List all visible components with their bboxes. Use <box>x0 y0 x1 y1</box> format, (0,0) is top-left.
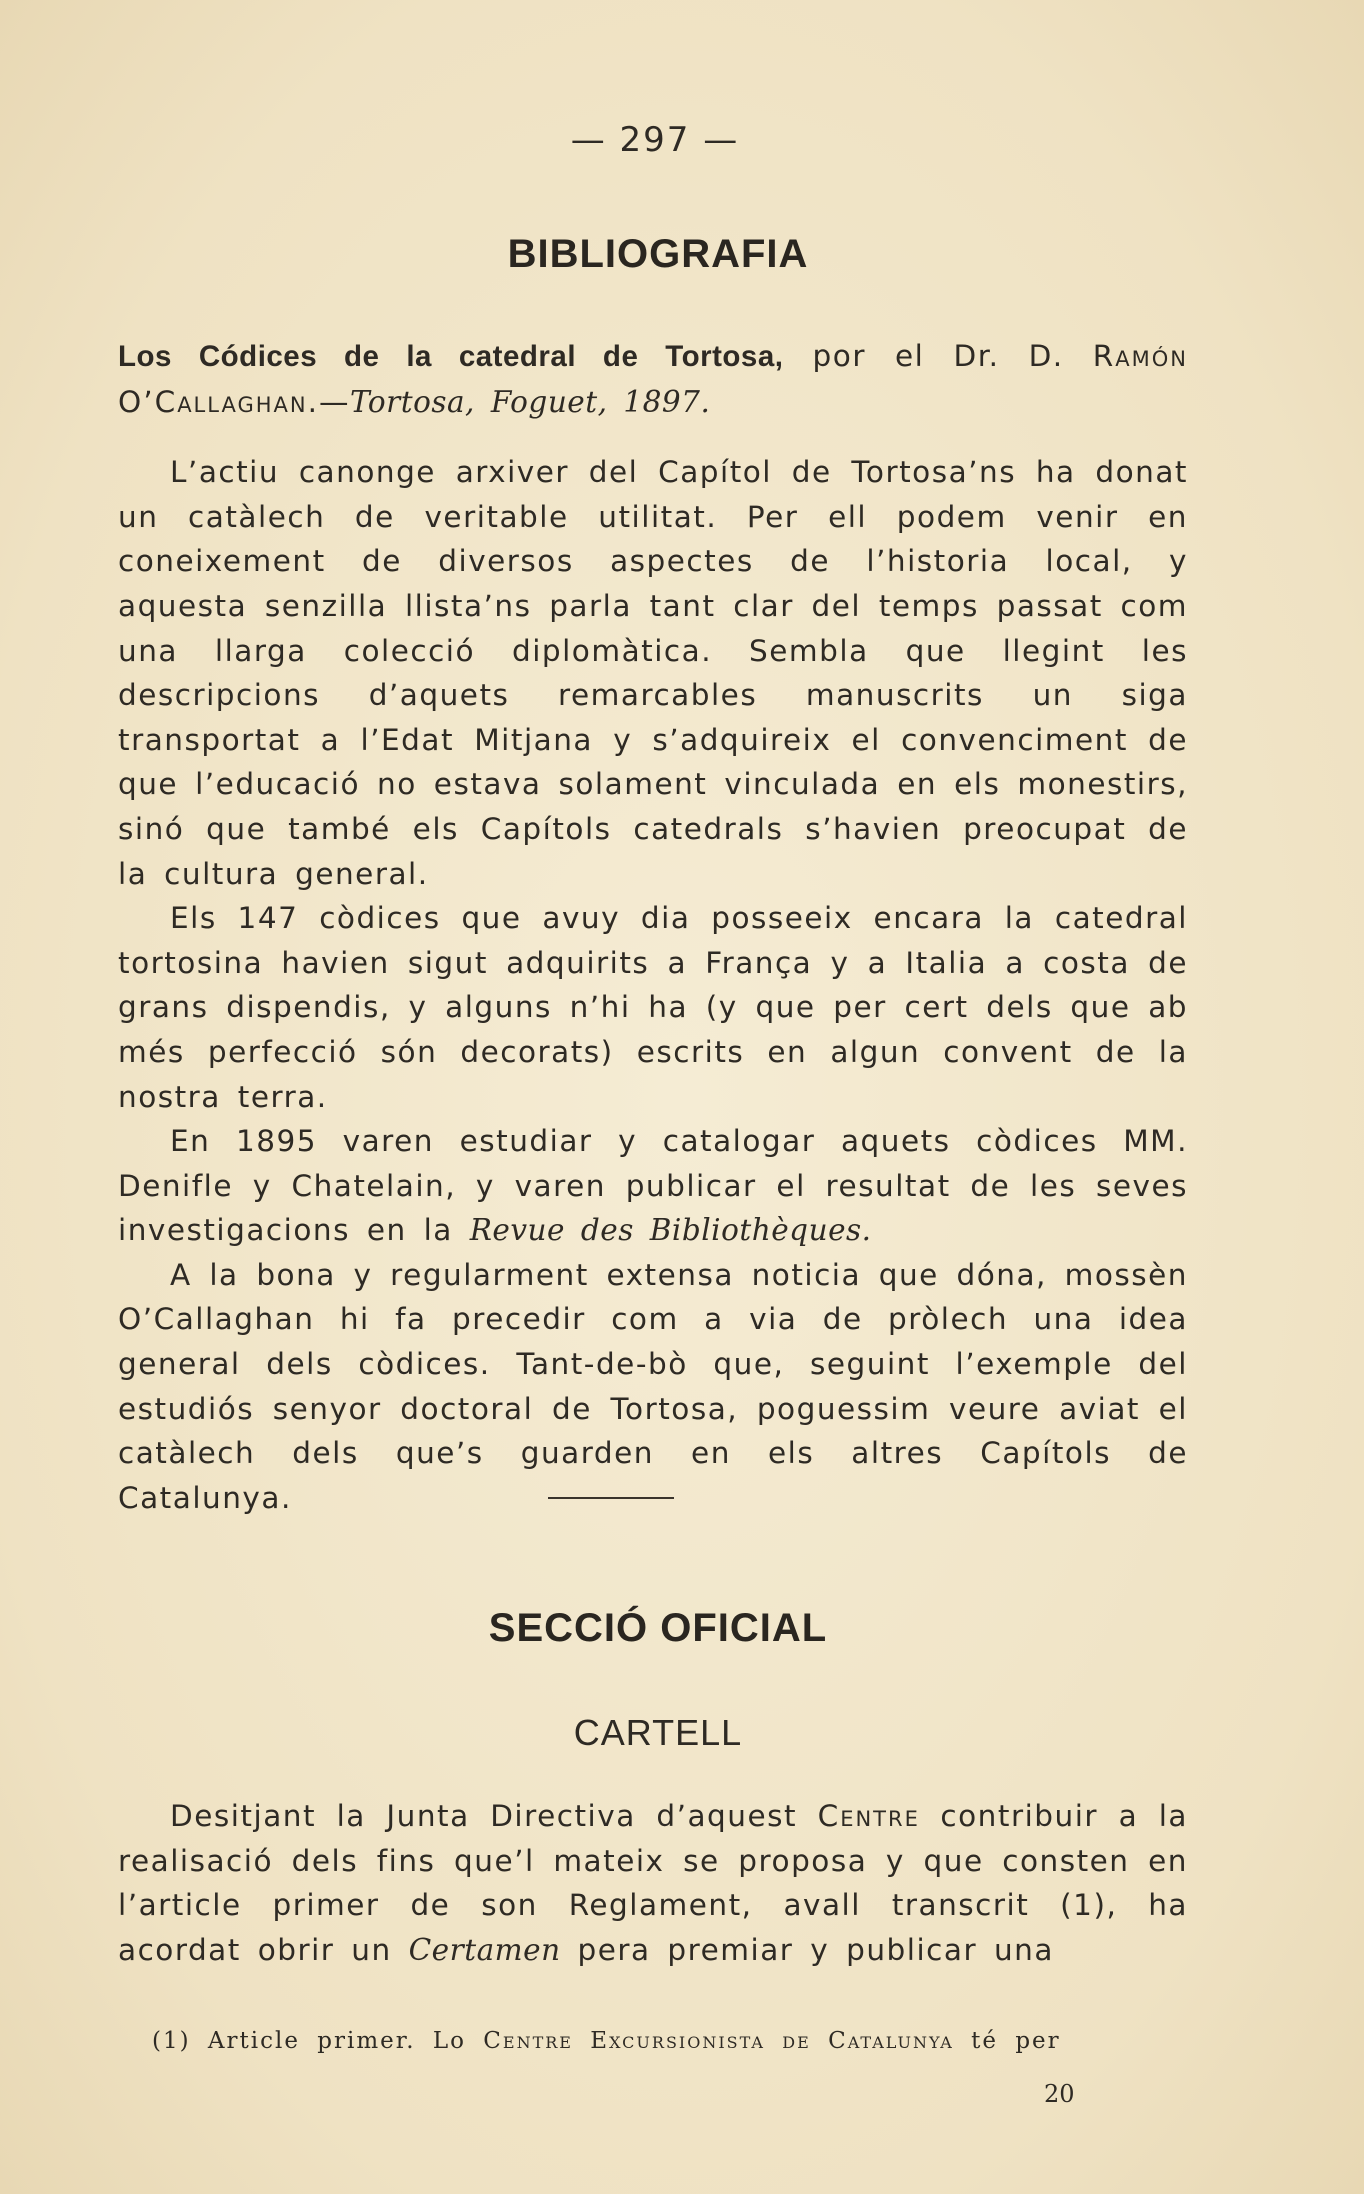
citation-publisher: Tortosa, Foguet, 1897. <box>349 384 711 419</box>
paragraph-3-text: En 1895 varen estudiar y catalogar aquets còdices MM. Denifle y Chatelain, y varen publicar el resultat de les seves investigacions en la <box>118 1124 1188 1248</box>
cartell-paragraph <box>118 1794 1188 1972</box>
citation <box>118 334 1188 424</box>
cartell-section <box>118 1794 1188 1972</box>
footnote-centre-name: Centre Excursionista de Catalunya <box>483 2028 954 2054</box>
paragraph-4: A la bona y regularment extensa noticia que dóna, mossèn O’Callaghan hi fa precedir com a via de pròlech una idea general dels còdices. Tant-de-bò que, seguint l’exemple del estudiós senyor doctoral de Tortosa, poguessim veure aviat el catàlech dels que’s guarden en els altres Capítols de Catalunya. <box>118 1257 1188 1515</box>
cartell-text-a: Desitjant la Junta Directiva d’aquest <box>170 1799 818 1833</box>
paragraph-1: L’actiu canonge arxiver del Capítol de Tortosa’ns ha donat un catàlech de veritable utilitat. Per ell podem venir en coneixement de diversos aspectes de l’historia local, y aquesta senzilla llista’ns parla tant clar del temps passat com una llarga colecció diplomàtica. Sembla que llegint les descripcions d’aquets remarcables manuscrits un siga transportat a l’Edat Mitjana y s’adquireix el convenciment de que l’educació no estava solament vinculada en els monestirs, sinó que també els Capítols catedrals s’havien preocupat de la cultura general. <box>118 455 1188 891</box>
footnote <box>152 2028 1061 2054</box>
citation-title: Los Códices de la catedral de Tortosa, <box>118 340 784 373</box>
signature-mark: 20 <box>1044 2080 1075 2108</box>
citation-author-first: Ramón <box>1092 339 1188 373</box>
certamen-word: Certamen <box>408 1932 561 1967</box>
citation-by: por el Dr. D. <box>783 339 1093 373</box>
journal-title: Revue des Bibliothèques. <box>469 1213 872 1248</box>
page-number: — 297 — <box>570 120 740 160</box>
citation-dash: — <box>318 384 350 419</box>
bibliografia-section <box>118 334 1188 1520</box>
section-heading-seccio-oficial: SECCIÓ OFICIAL <box>488 1606 828 1650</box>
footnote-marker: (1) <box>152 2028 191 2054</box>
footnote-text-b: té per <box>953 2028 1061 2054</box>
centre-word: Centre <box>817 1799 920 1833</box>
cartell-text-b: contribuir a la realisació dels fins que’l mateix se proposa y que consten en l’article primer de son Reglament, avall transcrit (1), ha acordat obrir un <box>118 1799 1188 1967</box>
subheading-cartell: CARTELL <box>573 1712 743 1753</box>
paragraph-2: Els 147 còdices que avuy dia posseeix encara la catedral tortosina havien sigut adquirits a França y a Italia a costa de grans dispendis, y alguns n’hi ha (y que per cert dels que ab més perfecció són decorats) escrits en algun convent de la nostra terra. <box>118 901 1188 1114</box>
section-heading-bibliografia: BIBLIOGRAFIA <box>507 232 809 276</box>
cartell-text-c: pera premiar y publicar una <box>560 1932 1054 1967</box>
paragraph-3 <box>118 1119 1188 1253</box>
section-divider <box>548 1497 674 1499</box>
footnote-text-a: Article primer. Lo <box>207 2028 484 2054</box>
citation-author-last: O’Callaghan. <box>118 384 319 419</box>
